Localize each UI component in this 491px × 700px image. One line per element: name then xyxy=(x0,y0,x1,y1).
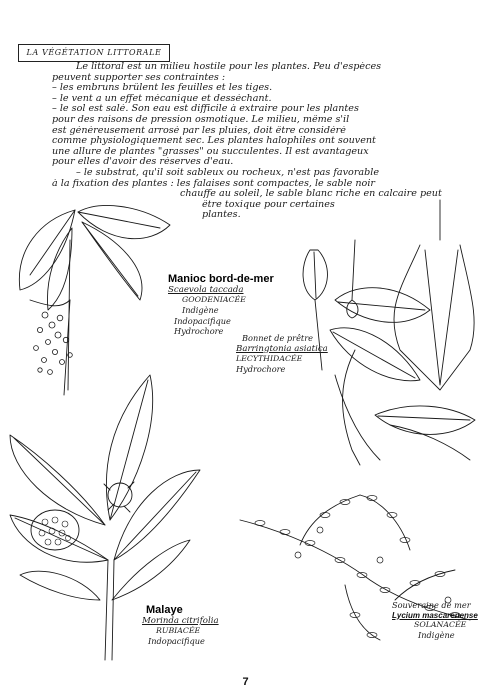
species-common-name: Manioc bord-de-mer xyxy=(168,273,274,285)
section-title: LA VÉGÉTATION LITTORALE xyxy=(18,44,170,62)
text-line: – le substrat, qu'il soit sableux ou rocheux, n'est pas favorable xyxy=(76,167,380,178)
species-caption-scaevola xyxy=(168,273,274,337)
text-line: comme physiologiquement sec. Les plantes halophiles ont souvent xyxy=(52,136,376,147)
text-line: – le sol est salé. Son eau est difficile à extraire pour les plantes xyxy=(52,104,359,115)
text-line: chauffe au soleil, le sable blanc riche en calcaire peut xyxy=(180,189,442,200)
species-detail: Indopacifique xyxy=(148,636,205,646)
species-scientific-name: Lycium mascarenense xyxy=(392,610,478,620)
species-caption-morinda xyxy=(142,604,219,647)
barringtonia-drawing xyxy=(303,200,475,465)
species-family: RUBIACÉE xyxy=(156,626,201,635)
species-common-name: Souveraine de mer xyxy=(392,600,471,610)
species-detail: Hydrochore xyxy=(236,363,286,374)
species-caption-barringtonia xyxy=(236,333,328,374)
text-line: une allure de plantes "grasses" ou succulentes. Il est avantageux xyxy=(52,146,369,157)
species-common-name: Bonnet de prêtre xyxy=(242,333,313,343)
text-line: être toxique pour certaines xyxy=(202,199,335,210)
text-line: plantes. xyxy=(202,210,241,221)
species-scientific-name: Scaevola taccada xyxy=(168,285,244,295)
species-detail: Indigène xyxy=(182,305,219,315)
species-family: LECYTHIDACÉE xyxy=(236,353,303,363)
text-line: pour elles d'avoir des réserves d'eau. xyxy=(52,157,234,168)
species-common-name: Malaye xyxy=(146,604,183,616)
species-caption-lycium xyxy=(392,600,478,640)
species-detail: Indigène xyxy=(418,629,455,640)
species-detail: Hydrochore xyxy=(174,326,224,336)
text-line: – le vent a un effet mécanique et desséchant. xyxy=(52,93,272,104)
species-scientific-name: Morinda citrifolia xyxy=(142,616,219,626)
text-line: peuvent supporter ses contraintes : xyxy=(52,72,226,83)
text-line: – les embruns brûlent les feuilles et les tiges. xyxy=(52,83,273,94)
text-line: à la fixation des plantes : les falaises sont compactes, le sable noir xyxy=(52,178,375,189)
species-detail: Indopacifique xyxy=(174,315,231,326)
text-line: est généreusement arrosé par les pluies, doit être considéré xyxy=(52,125,346,136)
species-family: SOLANACÉE xyxy=(414,619,467,629)
text-line: pour des raisons de pression osmotique. Le milieu, même s'il xyxy=(52,114,350,125)
page-number: 7 xyxy=(242,676,249,688)
species-family: GOODENIACÉE xyxy=(182,295,246,304)
species-scientific-name: Barringtonia asiatica xyxy=(236,343,328,354)
scaevola-drawing xyxy=(19,206,170,395)
text-line: Le littoral est un milieu hostile pour les plantes. Peu d'espèces xyxy=(76,62,382,72)
